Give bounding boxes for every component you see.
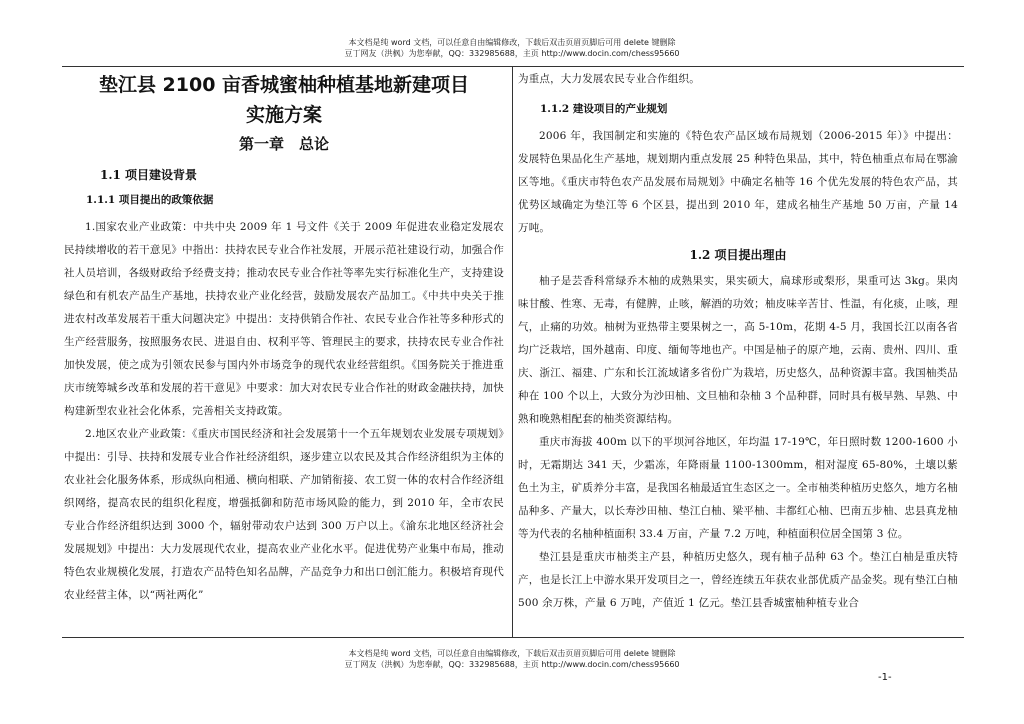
header-rule [62, 66, 964, 67]
paragraph-industry-plan: 2006 年，我国制定和实施的《特色农产品区域布局规划（2006-2015 年）》中提出：发展特色果品化生产基地，规划期内重点发展 25 种特色果品，其中，特色柚重点布局在鄂渝区等地。《重庆市特色农产品发展布局规划》中确定名柚等 16 个优先发展的特色农产品，其优势区域确定为垫江等 6 个区县，提出到 2010 年，建成名柚生产基地 50 万亩，产量 14 万吨。 [518, 130, 958, 234]
header-banner [0, 37, 1024, 59]
footer-banner [0, 648, 1024, 670]
column-divider [512, 66, 513, 637]
paragraph-national-policy: 1.国家农业产业政策：中共中央 2009 年 1 号文件《关于 2009 年促进农业稳定发展农民持续增收的若干意见》中指出：扶持农民专业合作社发展，开展示范社建设行动，加强合作社人员培训，各级财政给予经费支持；推动农民专业合作社等率先实行标准化生产，支持建设绿色和有机农产品生产基地，扶持农业产业化经营，鼓励发展农产品加工。《中共中央关于推进农村改革发展若干重大问题决定》中提出：支持供销合作社、农民专业合作社等多种形式的生产经营服务，按照服务农民、进退自由、权利平等、管理民主的要求，扶持农民专业合作社加快发展，使之成为引领农民参与国内外市场竞争的现代农业经营组织。《国务院关于推进重庆市统筹城乡改革和发展的若干意见》中要求：加大对农民专业合作社的财政金融扶持，加快构建新型农业社会化体系，完善相关支持政策。 [64, 221, 504, 417]
paragraph-dianjiang: 垫江县是重庆市柚类主产县，种植历史悠久，现有柚子品种 63 个。垫江白柚是重庆特产，也是长江上中游水果开发项目之一，曾经连续五年获农业部优质产品金奖。现有垫江白柚 500 余万株，产量 6 万吨，产值近 1 亿元。垫江县香城蜜柚种植专业合 [518, 551, 958, 609]
page-number: -1- [878, 672, 892, 683]
header-banner-line1: 本文档是纯 word 文档，可以任意自由编辑修改，下载后双击页眉页脚后可用 delete 键删除 [348, 38, 676, 47]
paragraph-regional-policy: 2.地区农业产业政策：《重庆市国民经济和社会发展第十一个五年规划农业发展专项规划》中提出：引导、扶持和发展专业合作社经济组织，逐步建立以农民及其合作经济组织为主体的农业社会化服务体系，形成纵向相通、横向相联、产加销衔接、农工贸一体的农村合作经济组织网络，提高农民的组织化程度，增强抵御和防范市场风险的能力，到 2010 年，全市农民专业合作经济组织达到 3000 个，辐射带动农户达到 300 万户以上。《渝东北地区经济社会发展规划》中提出：大力发展现代农业，提高农业产业化水平。促进优势产业集中布局，推动特色农业规模化发展，打造农产品特色知名品牌，产品竞争力和出口创汇能力。积极培育现代农业经营主体，以“两社两化” [64, 428, 504, 601]
document-title-line2: 实施方案 [245, 104, 322, 126]
section-heading-1-1-2: 1.1.2 建设项目的产业规划 [540, 103, 668, 115]
paragraph-chongqing-climate: 重庆市海拔 400m 以下的平坝河谷地区，年均温 17-19℃，年日照时数 1200-1600 小时，无霜期达 341 天，少霜冻，年降雨量 1100-1300mm，相对湿度 65-80%，土壤以紫色土为主，矿质养分丰富，是我国名柚最适宜生态区之一。全市柚类种植历史悠久，地方名柚品种多、产量大，以长寿沙田柚、垫江白柚、梁平柚、丰都红心柚、巴南五步柚、忠县真龙柚等为代表的名柚种植面积 33.4 万亩，产量 7.2 万吨，种植面积位居全国第 3 位。 [518, 436, 958, 540]
paragraph-continuation: 为重点，大力发展农民专业合作组织。 [518, 73, 700, 85]
footer-banner-line2: 豆丁网友（洪枫）为您奉献，QQ：332985688，主页 http://www.docin.com/chess95660 [344, 660, 680, 669]
section-heading-1-1-1: 1.1.1 项目提出的政策依据 [86, 194, 214, 206]
left-column [64, 68, 504, 607]
footer-rule [62, 637, 964, 638]
right-column [518, 68, 958, 615]
section-heading-1-1: 1.1 项目建设背景 [100, 168, 198, 182]
section-heading-1-2: 1.2 项目提出理由 [689, 248, 787, 262]
paragraph-pomelo-intro: 柚子是芸香科常绿乔木柚的成熟果实，果实硕大，扁球形或梨形，果重可达 3kg。果肉味甘酸、性寒、无毒，有健脾，止咳，解酒的功效；柚皮味辛苦甘、性温，有化痰，止咳，理气，止痛的功效。柚树为亚热带主要果树之一，高 5-10m，花期 4-5 月，我国长江以南各省均广泛栽培，国外越南、印度、缅甸等地也产。中国是柚子的原产地，云南、贵州、四川、重庆、浙江、福建、广东和长江流域诸多省份广为栽培，历史悠久，品种资源丰富。我国柚类品种在 100 个以上，大致分为沙田柚、文旦柚和杂柚 3 个品种群，同时具有极早熟、早熟、中熟和晚熟相配套的柚类资源结构。 [518, 275, 958, 425]
header-banner-line2: 豆丁网友（洪枫）为您奉献，QQ：332985688，主页 http://www.docin.com/chess95660 [344, 49, 680, 58]
document-title-line1: 垫江县 2100 亩香城蜜柚种植基地新建项目 [98, 74, 470, 96]
footer-banner-line1: 本文档是纯 word 文档，可以任意自由编辑修改，下载后双击页眉页脚后可用 delete 键删除 [348, 649, 676, 658]
chapter-heading: 第一章 总论 [238, 135, 329, 153]
